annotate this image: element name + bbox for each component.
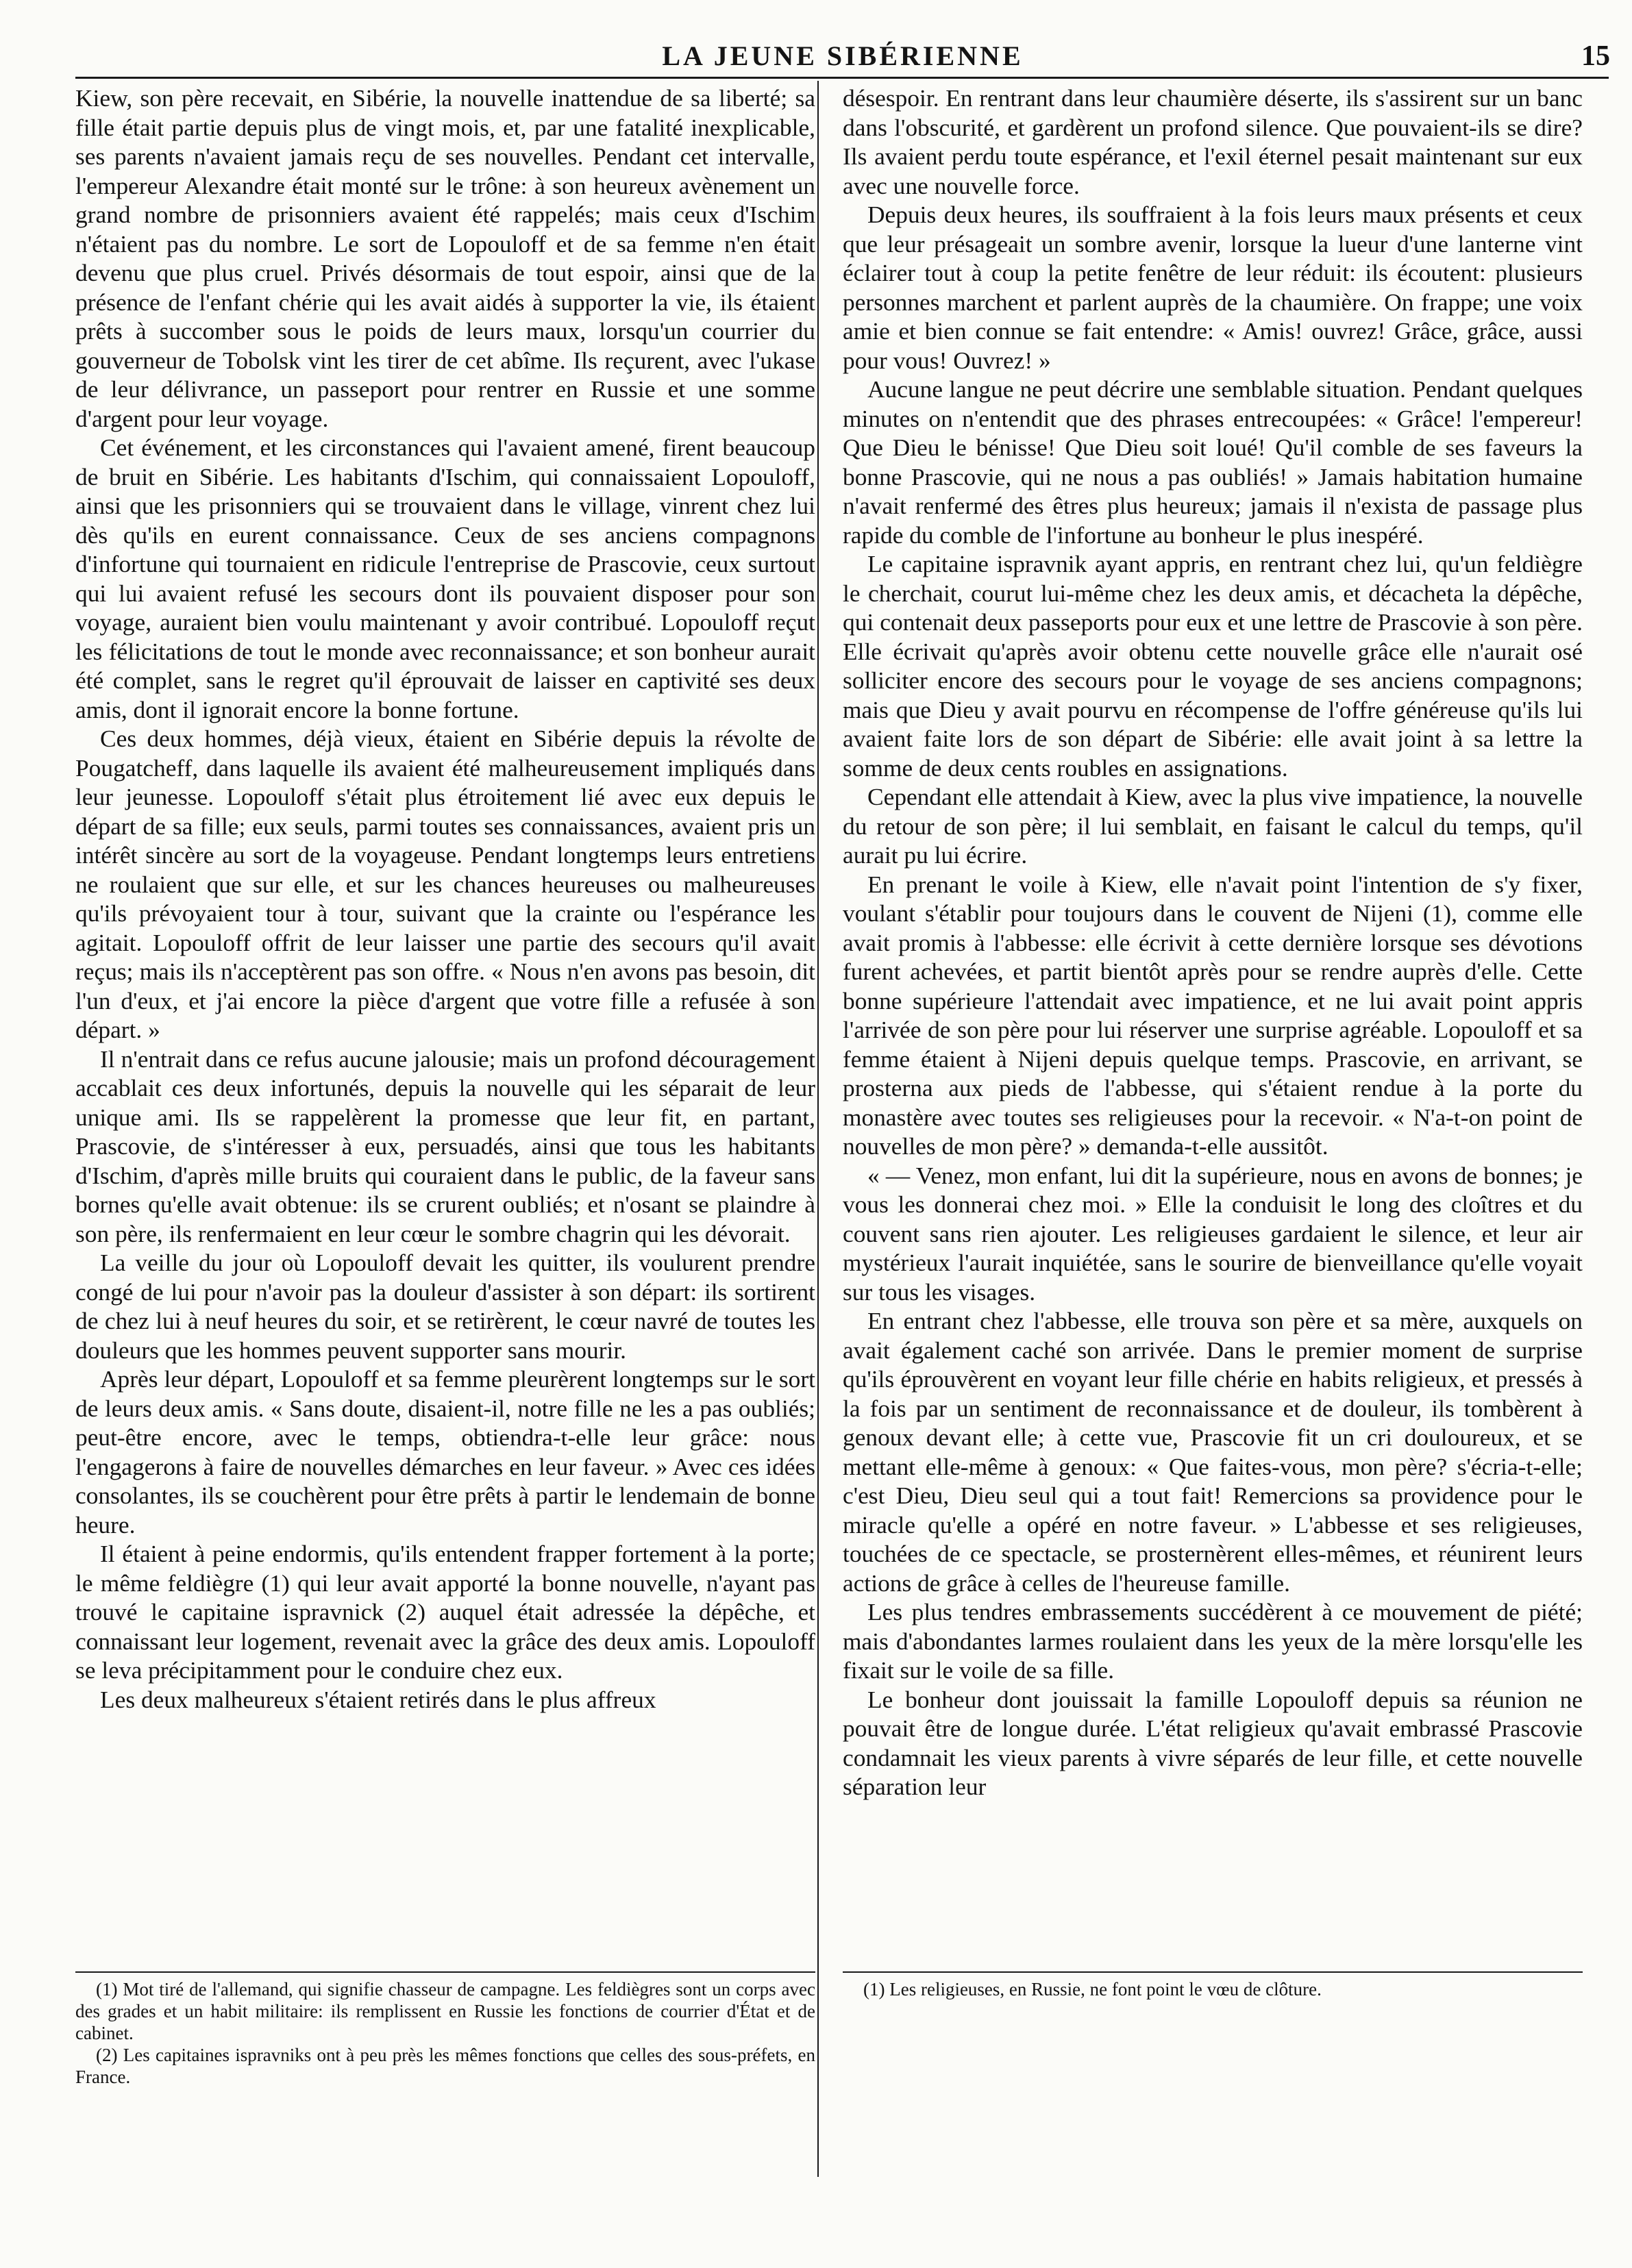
paragraph: désespoir. En rentrant dans leur chaumière déserte, ils s'assirent sur un banc dans l'obscurité, et gardèrent un profond silence. Que pouvaient-ils se dire? Ils avaient perdu toute espérance, et l'exil éternel pesait maintenant sur eux avec une nouvelle force. (843, 84, 1583, 199)
paragraph: Kiew, son père recevait, en Sibérie, la nouvelle inattendue de sa liberté; sa fille était partie depuis plus de vingt mois, et, par une fatalité inexplicable, ses parents n'avaient jamais reçu de ses nouvelles. Pendant cet intervalle, l'empereur Alexandre était monté sur le trône: à son heureux avènement un grand nombre de prisonniers avaient été rappelés; mais ceux d'Ischim n'étaient pas du nombre. Le sort de Lopouloff et de sa femme n'en était devenu que plus cruel. Privés désormais de tout espoir, ainsi que de la présence de l'enfant chérie qui les avait aidés à supporter la vie, ils étaient prêts à succomber sous le poids de leurs maux, lorsqu'un courrier du gouverneur de Tobolsk vint les tirer de cet abîme. Ils reçurent, avec l'ukase de leur délivrance, un passeport pour rentrer en Russie et une somme d'argent pour leur voyage. (75, 84, 815, 432)
footnote-rule (843, 1971, 1583, 1973)
footnote: (1) Les religieuses, en Russie, ne font point le vœu de clôture. (863, 1979, 1322, 1999)
paragraph: Aucune langue ne peut décrire une semblable situation. Pendant quelques minutes on n'entendit que des phrases entrecoupées: « Grâce! l'empereur! Que Dieu le bénisse! Que Dieu soit loué! Qu'il comble de ses faveurs la bonne Prascovie, qui ne nous a pas oubliés! » Jamais habitation humaine n'avait renfermé des êtres plus heureux; jamais il n'exista de passage plus rapide du comble de l'infortune au bonheur le plus inespéré. (843, 375, 1583, 549)
footnote: (2) Les capitaines ispravniks ont à peu près les mêmes fonctions que celles des sous-préfets, en France. (75, 2045, 815, 2087)
page-number: 15 (1581, 40, 1610, 72)
page-header (75, 40, 1610, 78)
paragraph: Cet événement, et les circonstances qui l'avaient amené, firent beaucoup de bruit en Sibérie. Les habitants d'Ischim, qui connaissaient Lopouloff, ainsi que les prisonniers qui se trouvaient dans le village, vinrent chez lui dès qu'ils en eurent connaissance. Ceux de ses anciens compagnons d'infortune qui tournaient en ridicule l'entreprise de Prascovie, ceux surtout qui lui avaient refusé les secours dont ils pouvaient disposer pour son voyage, auraient bien voulu maintenant y avoir contribué. Lopouloff reçut les félicitations de tout le monde avec reconnaissance; et son bonheur aurait été complet, sans le regret qu'il éprouvait de laisser en captivité ses deux amis, dont il ignorait encore la bonne fortune. (75, 434, 815, 723)
running-title: LA JEUNE SIBÉRIENNE (662, 40, 1024, 71)
paragraph: Il n'entrait dans ce refus aucune jalousie; mais un profond découragement accablait ces deux infortunés, depuis la nouvelle qui les séparait de leur unique ami. Ils se rappelèrent la promesse que leur fit, en partant, Prascovie, de s'intéresser à eux, persuadés, ainsi que tous les habitants d'Ischim, d'après mille bruits qui couraient dans le public, de la faveur sans bornes qu'elle avait obtenue: ils se crurent oubliés; et n'osant se plaindre à son père, ils renfermaient en leur cœur le sombre chagrin qui les dévorait. (75, 1045, 815, 1247)
paragraph: Depuis deux heures, ils souffraient à la fois leurs maux présents et ceux que leur présageait un sombre avenir, lorsque la lueur d'une lanterne vint éclairer tout à coup la petite fenêtre de leur réduit: ils écoutent: plusieurs personnes marchent et parlent auprès de la chaumière. On frappe; une voix amie et bien connue se fait entendre: « Amis! ouvrez! Grâce, grâce, aussi pour vous! Ouvrez! » (843, 201, 1583, 374)
paragraph: En prenant le voile à Kiew, elle n'avait point l'intention de s'y fixer, voulant s'établir pour toujours dans le couvent de Nijeni (1), comme elle avait promis à l'abbesse: elle écrivit à cette dernière lorsque ses dévotions furent achevées, et partit bientôt après pour se rendre auprès d'elle. Cette bonne supérieure l'attendait avec impatience, et ne lui avait point appris l'arrivée de son père pour lui réserver une surprise agréable. Lopouloff et sa femme étaient à Nijeni depuis quelque temps. Prascovie, en arrivant, se prosterna aux pieds de l'abbesse, qui s'étaient rendue à la porte du monastère avec toutes ses religieuses pour la recevoir. « N'a-t-on point de nouvelles de mon père? » demanda-t-elle aussitôt. (843, 870, 1583, 1160)
paragraph: Le bonheur dont jouissait la famille Lopouloff depuis sa réunion ne pouvait être de longue durée. L'état religieux qu'avait embrassé Prascovie condamnait les vieux parents à vivre séparés de leur fille, et cette nouvelle séparation leur (843, 1685, 1583, 1800)
paragraph: « — Venez, mon enfant, lui dit la supérieure, nous en avons de bonnes; je vous les donnerai chez moi. » Elle la conduisit le long des cloîtres et du couvent sans rien ajouter. Les religieuses gardaient le silence, et leur air mystérieux l'aurait inquiétée, sans le sourire de bienveillance qu'elle voyait sur tous les visages. (843, 1161, 1583, 1306)
paragraph: Ces deux hommes, déjà vieux, étaient en Sibérie depuis la révolte de Pougatcheff, dans laquelle ils avaient été malheureusement impliqués dans leur jeunesse. Lopouloff s'était plus étroitement lié avec eux depuis le départ de sa fille; eux seuls, parmi toutes ses connaissances, avaient pris un intérêt sincère au sort de la voyageuse. Pendant longtemps leurs entretiens ne roulaient que sur elle, et sur les chances heureuses ou malheureuses qu'ils prévoyaient tour à tour, suivant que la crainte ou l'espérance les agitait. Lopouloff offrit de leur laisser une partie des secours qu'il avait reçus; mais ils n'acceptèrent pas son offre. « Nous n'en avons pas besoin, dit l'un d'eux, et j'ai encore la pièce d'argent que votre fille a refusée à son départ. » (75, 725, 815, 1043)
paragraph: En entrant chez l'abbesse, elle trouva son père et sa mère, auxquels on avait également caché son arrivée. Dans le premier moment de surprise qu'ils éprouvèrent en voyant leur fille chérie en habits religieux, et pressés à la fois par un sentiment de reconnaissance et de douleur, ils tombèrent à genoux devant elle; à cette vue, Prascovie fit un cri douloureux, et se mettant elle-même à genoux: « Que faites-vous, mon père? s'écria-t-elle; c'est Dieu, Dieu seul qui a tout fait! Remercions sa providence pour le miracle qu'elle a opéré en notre faveur. » L'abbesse et ses religieuses, touchées de ce spectacle, se prosternèrent elles-mêmes, et réunirent leurs actions de grâce à celles de l'heureuse famille. (843, 1307, 1583, 1597)
paragraph: La veille du jour où Lopouloff devait les quitter, ils voulurent prendre congé de lui pour n'avoir pas la douleur d'assister à son départ: ils sortirent de chez lui à neuf heures du soir, et se retirèrent, le cœur navré de toutes les douleurs que les hommes peuvent supporter sans mourir. (75, 1249, 815, 1364)
left-column-text (75, 84, 815, 1967)
paragraph: Les deux malheureux s'étaient retirés dans le plus affreux (100, 1685, 656, 1713)
paragraph: Cependant elle attendait à Kiew, avec la plus vive impatience, la nouvelle du retour de son père; il lui semblait, en faisant le calcul du temps, qu'il aurait pu lui écrire. (843, 783, 1583, 869)
left-footnotes (75, 1978, 815, 2088)
paragraph: Après leur départ, Lopouloff et sa femme pleurèrent longtemps sur le sort de leurs deux amis. « Sans doute, disaient-il, notre fille ne les a pas oubliés; peut-être encore, avec le temps, obtiendra-t-elle leur grâce: nous l'engagerons à faire de nouvelles démarches en leur faveur. » Avec ces idées consolantes, ils se couchèrent pour être prêts à partir le lendemain de bonne heure. (75, 1365, 815, 1538)
right-footnotes (843, 1978, 1583, 2000)
header-rule (75, 77, 1609, 79)
footnote-rule (75, 1971, 815, 1973)
right-column-text (843, 84, 1583, 1967)
paragraph: Le capitaine ispravnik ayant appris, en rentrant chez lui, qu'un feldiègre le cherchait, courut lui-même chez les deux amis, et décacheta la dépêche, qui contenait deux passeports pour eux et une lettre de Prascovie à son père. Elle écrivait qu'après avoir obtenu cette nouvelle grâce elle n'aurait osé solliciter encore des secours pour le voyage de ses anciens compagnons; mais que Dieu y avait pourvu en récompense de l'offre généreuse qu'ils lui avaient faite lors de son départ de Sibérie: elle avait joint à sa lettre la somme de deux cents roubles en assignations. (843, 550, 1583, 782)
paragraph: Il étaient à peine endormis, qu'ils entendent frapper fortement à la porte; le même feldiègre (1) qui leur avait apporté la bonne nouvelle, n'ayant pas trouvé le capitaine ispravnick (2) auquel était adressée la dépêche, et connaissant leur logement, revenait avec la grâce des deux amis. Lopouloff se leva précipitamment pour le conduire chez eux. (75, 1540, 815, 1684)
footnote: (1) Mot tiré de l'allemand, qui signifie chasseur de campagne. Les feldiègres sont un corps avec des grades et un habit militaire: ils remplissent en Russie les fonctions de courrier d'État et de cabinet. (75, 1979, 815, 2043)
column-divider (817, 81, 819, 2177)
right-column (843, 84, 1583, 2180)
paragraph: Les plus tendres embrassements succédèrent à ce mouvement de piété; mais d'abondantes larmes roulaient dans les yeux de la mère lorsqu'elle les fixait sur le voile de sa fille. (843, 1598, 1583, 1684)
left-column (75, 84, 815, 2180)
